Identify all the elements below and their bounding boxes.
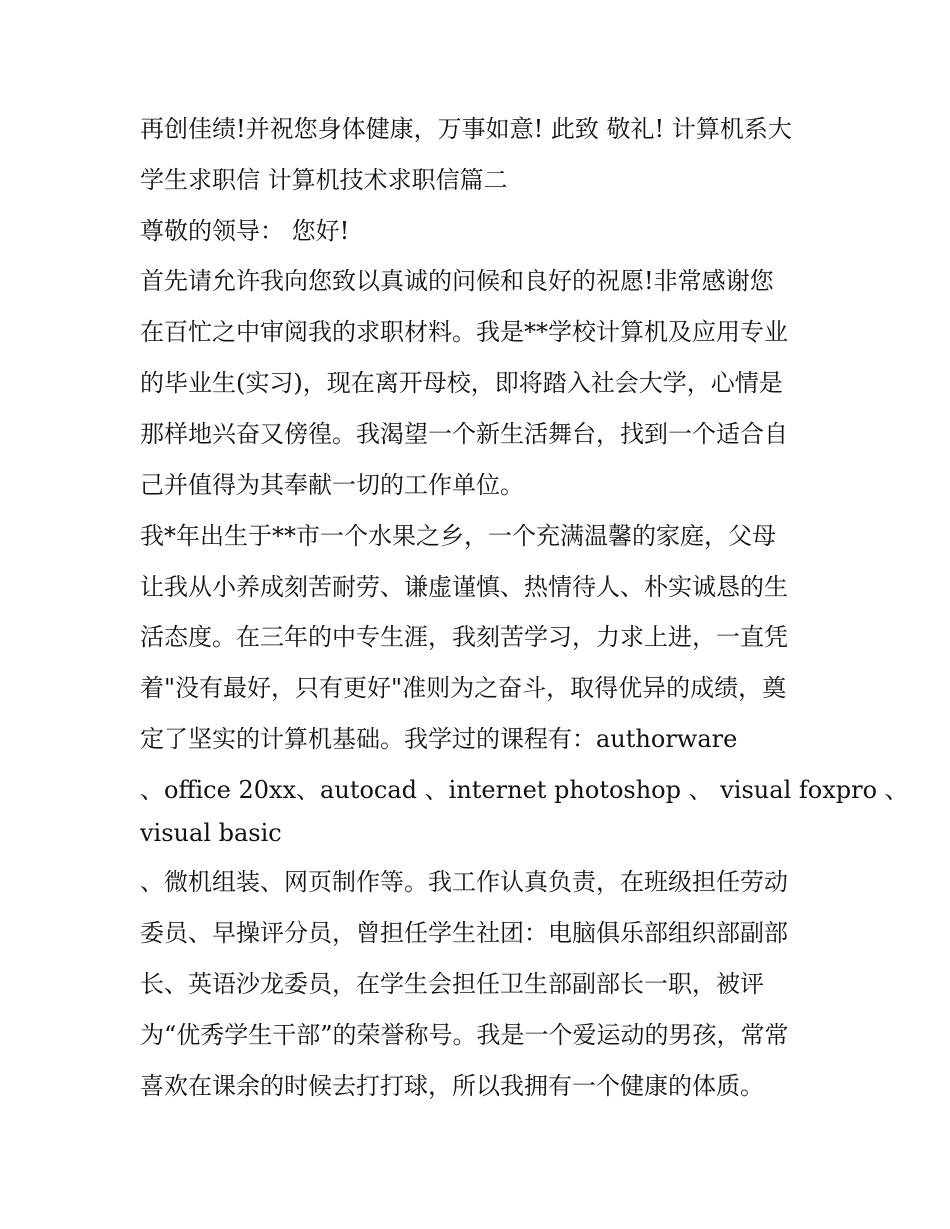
text-line: 那样地兴奋又傍徨。我渴望一个新生活舞台，找到一个适合自 <box>140 420 788 448</box>
text-line: 的毕业生(实习)，现在离开母校，即将踏入社会大学，心情是 <box>140 369 783 397</box>
text-line: 委员、早操评分员，曾担任学生社团：电脑俱乐部组织部副部 <box>140 919 788 947</box>
text-line: 尊敬的领导： 您好! <box>140 217 350 245</box>
text-line: visual basic <box>140 819 282 847</box>
text-line: 长、英语沙龙委员，在学生会担任卫生部副部长一职，被评 <box>140 970 764 998</box>
text-line: 首先请允许我向您致以真诚的问候和良好的祝愿!非常感谢您 <box>140 267 774 295</box>
text-line: 在百忙之中审阅我的求职材料。我是**学校计算机及应用专业 <box>140 318 788 346</box>
text-line: 我*年出生于**市一个水果之乡，一个充满温馨的家庭，父母 <box>140 522 776 550</box>
text-line: 活态度。在三年的中专生涯，我刻苦学习，力求上进，一直凭 <box>140 623 788 651</box>
text-line: 定了坚实的计算机基础。我学过的课程有：authorware <box>140 725 738 753</box>
text-line: 为“优秀学生干部”的荣誉称号。我是一个爱运动的男孩，常常 <box>140 1021 789 1049</box>
text-line: 学生求职信 计算机技术求职信篇二 <box>140 166 508 194</box>
text-line: 、微机组装、网页制作等。我工作认真负责，在班级担任劳动 <box>140 868 788 896</box>
text-line: 再创佳绩!并祝您身体健康，万事如意! 此致 敬礼! 计算机系大 <box>140 115 792 143</box>
text-line: 喜欢在课余的时候去打打球，所以我拥有一个健康的体质。 <box>140 1072 764 1100</box>
text-line: 着"没有最好，只有更好"准则为之奋斗，取得优异的成绩，奠 <box>140 674 787 702</box>
text-line: 让我从小养成刻苦耐劳、谦虚谨慎、热情待人、朴实诚恳的生 <box>140 573 788 601</box>
text-line: 、office 20xx、autocad 、internet photoshop 、 visual foxpro 、 <box>140 776 909 804</box>
text-line: 己并值得为其奉献一切的工作单位。 <box>140 471 524 499</box>
